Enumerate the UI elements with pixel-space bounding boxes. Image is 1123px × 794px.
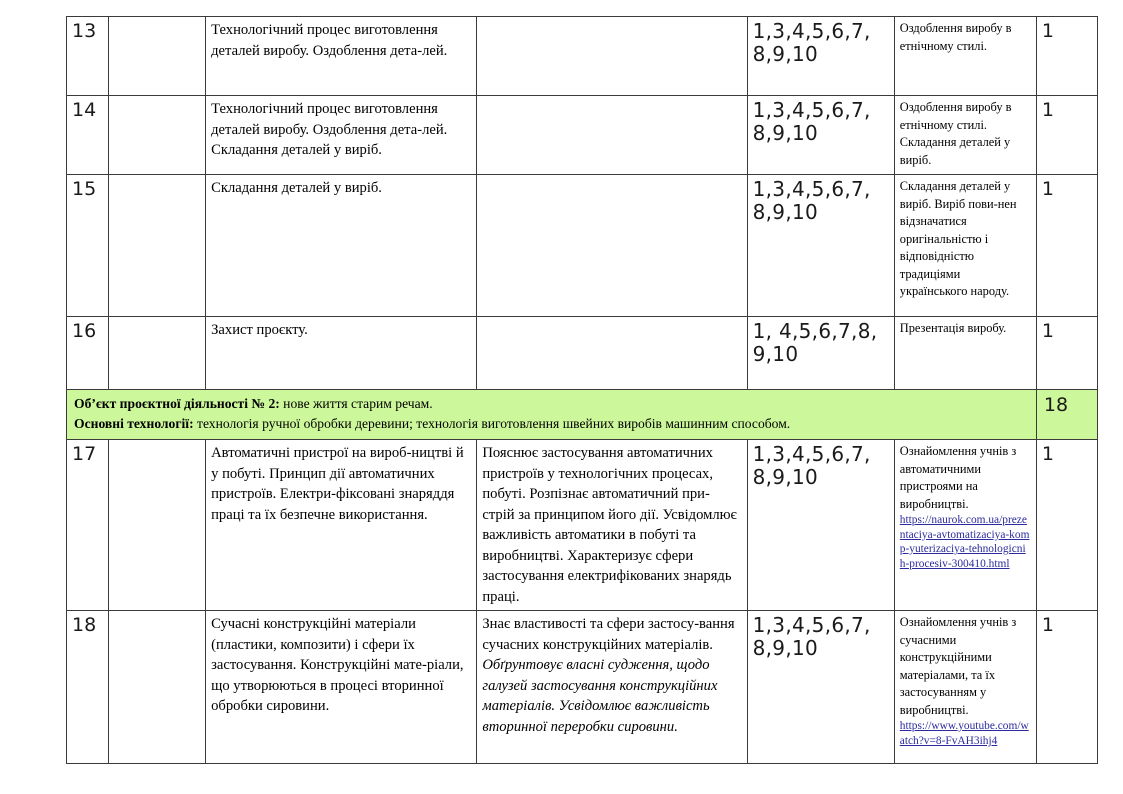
row-date[interactable] <box>109 96 206 175</box>
banner-technology-line <box>74 414 1029 434</box>
row-number: 17 <box>67 440 109 611</box>
row-number: 13 <box>67 17 109 96</box>
row-hours: 1 <box>1036 96 1097 175</box>
row-note-text: Ознайомлення учнів з автоматичними пристроями на виробництві. <box>899 444 1017 511</box>
row-note: Складання деталей у виріб. Виріб пови-нен відзначатися оригінальністю і відповідністю традиціями українського народу. <box>894 175 1036 317</box>
row-note <box>894 440 1036 611</box>
row-hours: 1 <box>1036 17 1097 96</box>
row-competencies: 1,3,4,5,6,7,8,9,10 <box>747 175 894 317</box>
row-description <box>477 440 747 611</box>
banner-object-line <box>74 394 1029 414</box>
row-topic: Захист проєкту. <box>206 317 477 390</box>
row-description-plain: Знає властивості та сфери застосу-вання сучасних конструкційних матеріалів. <box>482 616 735 653</box>
row-hours: 1 <box>1036 175 1097 317</box>
table-row <box>67 17 1098 96</box>
row-number: 14 <box>67 96 109 175</box>
row-description-plain: Пояснює застосування автоматичних пристроїв у технологічних процесах, побуті. Розпізнає автоматичний при-стрій за принципом його дії. Усвідомлює важливість автоматики в побуті та виробництві. Характеризує сфери застосування електрифікованих знарядь праці. <box>482 445 737 605</box>
banner-technology-label: Основні технології: <box>74 416 194 431</box>
row-competencies: 1,3,4,5,6,7,8,9,10 <box>747 611 894 764</box>
row-hours: 1 <box>1036 440 1097 611</box>
row-description <box>477 317 747 390</box>
row-number: 18 <box>67 611 109 764</box>
row-date[interactable] <box>109 17 206 96</box>
row-number: 15 <box>67 175 109 317</box>
row-note: Оздоблення виробу в етнічному стилі. <box>894 17 1036 96</box>
row-description <box>477 175 747 317</box>
banner-object-label: Об’єкт проєктної діяльності № 2: <box>74 396 280 411</box>
row-note <box>894 611 1036 764</box>
section-banner <box>67 390 1037 440</box>
lesson-plan-table <box>66 16 1098 764</box>
banner-object-text: нове життя старим речам. <box>279 396 433 411</box>
row-competencies: 1,3,4,5,6,7,8,9,10 <box>747 440 894 611</box>
row-date[interactable] <box>109 611 206 764</box>
row-note: Оздоблення виробу в етнічному стилі. Складання деталей у виріб. <box>894 96 1036 175</box>
row-hours: 1 <box>1036 611 1097 764</box>
row-note-text: Ознайомлення учнів з сучасними конструкційними матеріалами, та їх застосуванням у виробництві. <box>899 615 1017 717</box>
section-banner-row <box>67 390 1098 440</box>
row-date[interactable] <box>109 175 206 317</box>
row-competencies: 1,3,4,5,6,7,8,9,10 <box>747 17 894 96</box>
table-row <box>67 317 1098 390</box>
row-note-link[interactable]: https://www.youtube.com/watch?v=8-FvAH3ihj4 <box>899 720 1029 747</box>
table-row <box>67 175 1098 317</box>
row-topic: Складання деталей у виріб. <box>206 175 477 317</box>
row-date[interactable] <box>109 440 206 611</box>
banner-technology-text: технологія ручної обробки деревини; технологія виготовлення швейних виробів машинним способом. <box>193 416 791 431</box>
row-description-italic: Обґрунтовує власні судження, щодо галузей застосування конструкційних матеріалів. Усвідомлює важливість вторинної переробки сировини. <box>482 657 718 735</box>
banner-total-hours: 18 <box>1036 390 1097 440</box>
row-topic: Технологічний процес виготовлення деталей виробу. Оздоблення дета-лей. <box>206 17 477 96</box>
table-row <box>67 440 1098 611</box>
row-date[interactable] <box>109 317 206 390</box>
row-hours: 1 <box>1036 317 1097 390</box>
table-row <box>67 611 1098 764</box>
row-note: Презентація виробу. <box>894 317 1036 390</box>
row-description <box>477 96 747 175</box>
row-note-link[interactable]: https://naurok.com.ua/prezentaciya-avtomatizaciya-komp-yuterizaciya-tehnologicnih-procesiv-300410.html <box>899 514 1030 570</box>
table-row <box>67 96 1098 175</box>
row-topic: Технологічний процес виготовлення деталей виробу. Оздоблення дета-лей. Складання деталей у виріб. <box>206 96 477 175</box>
row-competencies: 1, 4,5,6,7,8,9,10 <box>747 317 894 390</box>
row-description <box>477 611 747 764</box>
row-number: 16 <box>67 317 109 390</box>
row-topic: Сучасні конструкційні матеріали (пластики, композити) і сфери їх застосування. Конструкційні мате-ріали, що утворюються в процесі вторинної обробки сировини. <box>206 611 477 764</box>
row-topic: Автоматичні пристрої на вироб-ництві й у побуті. Принцип дії автоматичних пристроїв. Електри-фіксовані знаряддя праці та їх безпечне використання. <box>206 440 477 611</box>
row-competencies: 1,3,4,5,6,7,8,9,10 <box>747 96 894 175</box>
row-description <box>477 17 747 96</box>
